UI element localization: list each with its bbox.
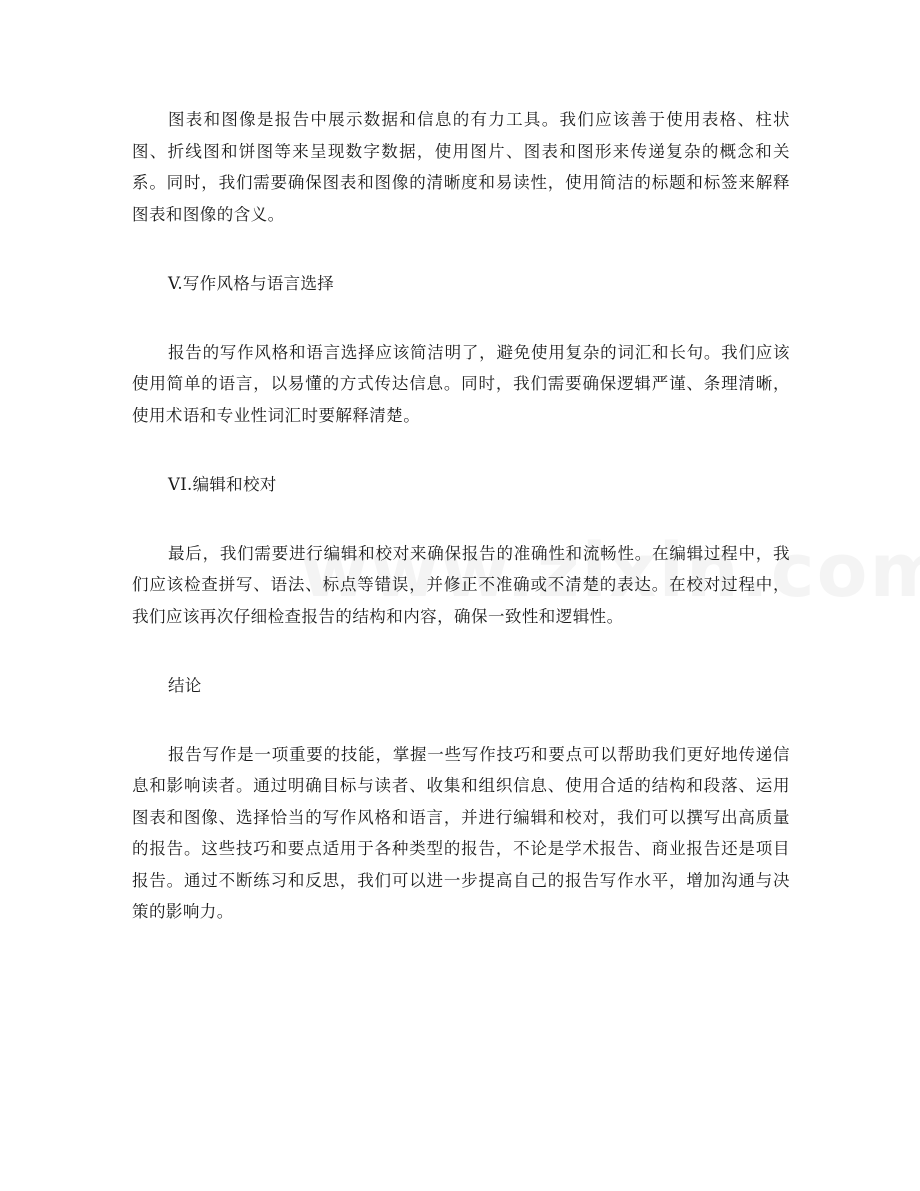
section-heading-conclusion: 结论 bbox=[168, 676, 202, 695]
paragraph-conclusion: 报告写作是一项重要的技能，掌握一些写作技巧和要点可以帮助我们更好地传递信息和影响读者。通过明确目标与读者、收集和组织信息、使用合适的结构和段落、运用图表和图像、选择恰当的写作风格和语言，并进行编辑和校对，我们可以撰写出高质量的报告。这些技巧和要点适用于各种类型的报告，不论是学术报告、商业报告还是项目报告。通过不断练习和反思，我们可以进一步提高自己的报告写作水平，增加沟通与决策的影响力。 bbox=[132, 744, 790, 921]
section-heading-editing: VI.编辑和校对 bbox=[168, 475, 277, 494]
paragraph-charts: 图表和图像是报告中展示数据和信息的有力工具。我们应该善于使用表格、柱状图、折线图和饼图等来呈现数字数据，使用图片、图表和图形来传递复杂的概念和关系。同时，我们需要确保图表和图像的清晰度和易读性，使用简洁的标题和标签来解释图表和图像的含义。 bbox=[132, 110, 790, 224]
document-body bbox=[132, 104, 790, 928]
paragraph-editing: 最后，我们需要进行编辑和校对来确保报告的准确性和流畅性。在编辑过程中，我们应该检查拼写、语法、标点等错误，并修正不准确或不清楚的表达。在校对过程中，我们应该再次仔细检查报告的结构和内容，确保一致性和逻辑性。 bbox=[132, 543, 790, 626]
section-heading-writing-style: V.写作风格与语言选择 bbox=[168, 274, 335, 293]
paragraph-writing-style: 报告的写作风格和语言选择应该简洁明了，避免使用复杂的词汇和长句。我们应该使用简单的语言，以易懂的方式传达信息。同时，我们需要确保逻辑严谨、条理清晰，使用术语和专业性词汇时要解释清楚。 bbox=[132, 342, 790, 425]
